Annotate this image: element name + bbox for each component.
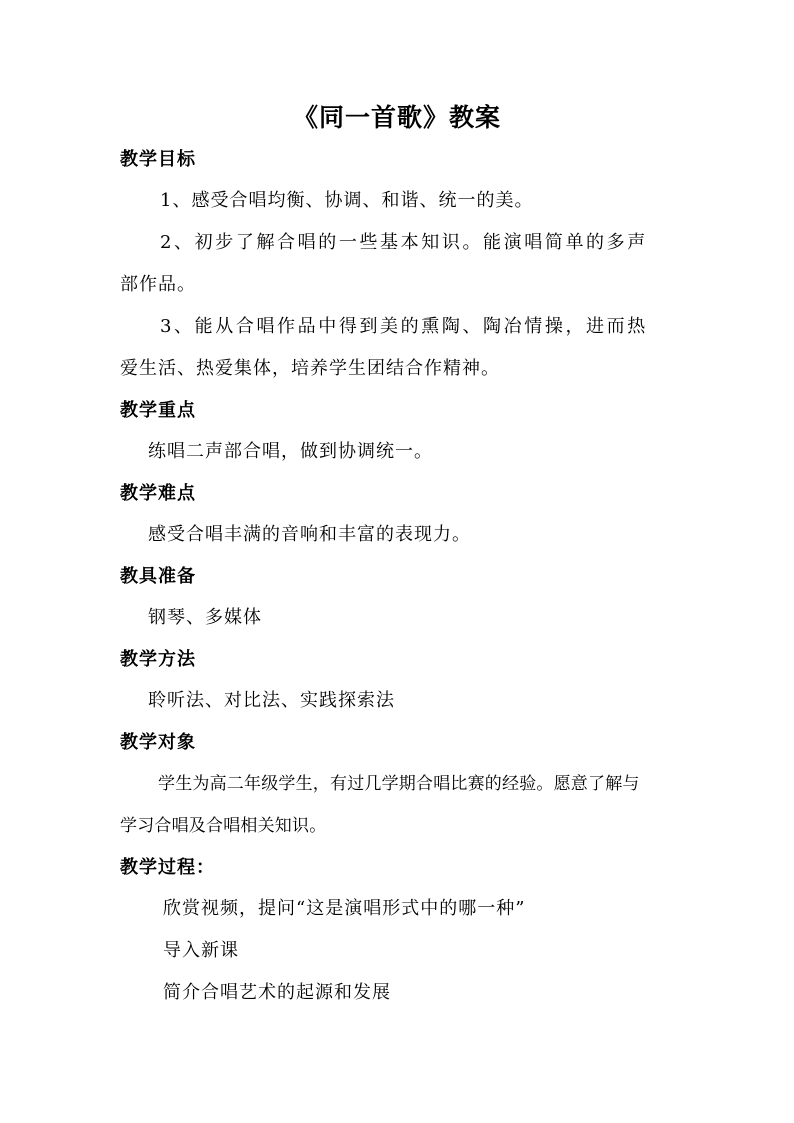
key-points-text: 练唱二声部合唱，做到协调统一。 [148,441,433,462]
heading-teaching-tools: 教具准备 [120,566,196,587]
process-step-3: 简介合唱艺术的起源和发展 [163,982,391,1003]
heading-difficulties: 教学难点 [120,483,196,504]
goal-item-1: 1、感受合唱均衡、协调、和谐、统一的美。 [160,190,534,211]
process-step-2: 导入新课 [163,940,239,961]
audience-line-2: 学习合唱及合唱相关知识。 [120,816,327,836]
teaching-methods-text: 聆听法、对比法、实践探索法 [148,690,395,711]
goal-item-3: 3、能从合唱作品中得到美的熏陶、陶冶情操，进而热 [160,316,648,337]
heading-teaching-process: 教学过程： [120,857,215,878]
heading-key-points: 教学重点 [120,400,196,421]
difficulties-text: 感受合唱丰满的音响和丰富的表现力。 [148,524,471,545]
audience-line-1: 学生为高二年级学生，有过几学期合唱比赛的经验。愿意了解与 [158,774,640,794]
goal-item-2-continued: 部作品。 [120,274,196,295]
teaching-tools-text: 钢琴、多媒体 [148,607,262,628]
goal-item-2: 2、初步了解合唱的一些基本知识。能演唱简单的多声 [160,232,648,253]
heading-teaching-audience: 教学对象 [120,732,196,753]
process-step-1: 欣赏视频，提问“这是演唱形式中的哪一种” [163,898,526,919]
heading-teaching-goals: 教学目标 [120,149,196,170]
goal-item-3-continued: 爱生活、热爱集体，培养学生团结合作精神。 [120,358,500,379]
heading-teaching-methods: 教学方法 [120,649,196,670]
document-title: 《同一首歌》教案 [292,103,501,132]
